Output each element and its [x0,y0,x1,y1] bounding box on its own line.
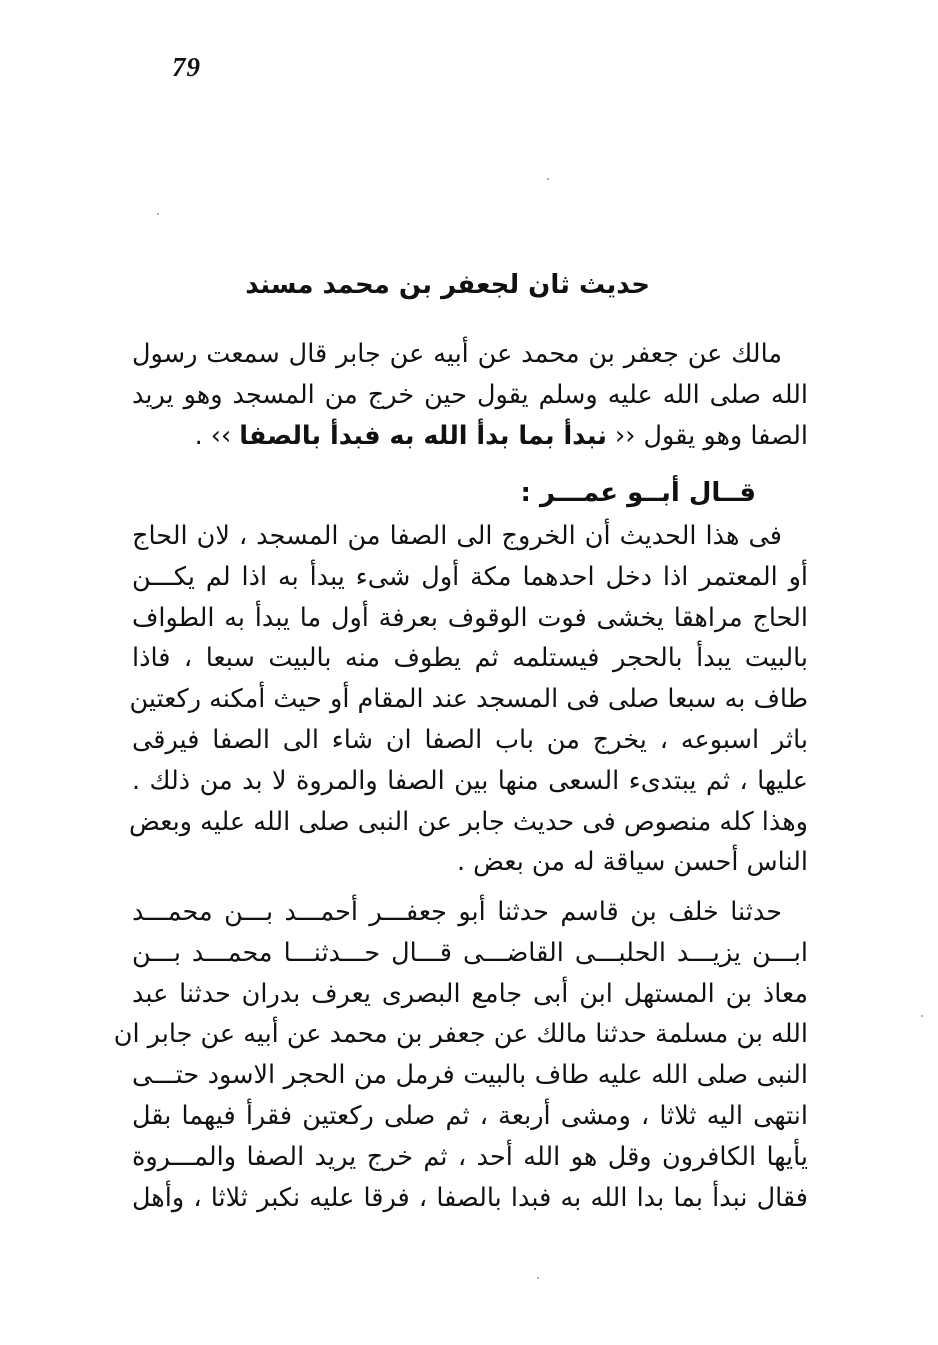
text-line: الله صلى الله عليه وسلم يقول حين خرج من المسجد وهو يريد [132,379,808,410]
text-line: باثر اسبوعه ، يخرج من باب الصفا ان شاء الى الصفا فيرقى [132,724,808,755]
section-title: حديث ثان لجعفر بن محمد مسند [245,270,650,300]
text-line: معاذ بن المستهل ابن أبى جامع البصرى يعرف بدران حدثنا عبد [132,978,808,1009]
scan-speck [157,213,159,215]
text-line: فقال نبدأ بما بدا الله به فبدا بالصفا ، فرقا عليه نكبر ثلاثا ، وأهل [132,1182,808,1213]
text-line: انتهى اليه ثلاثا ، ومشى أربعة ، ثم صلى ركعتين فقرأ فيهما بقل [132,1100,808,1131]
text-line: أو المعتمر اذا دخل احدهما مكة أول شىء يبدأ به اذا لم يكـــن [132,561,808,592]
text-line-quote [132,416,808,457]
text-line: بالبيت يبدأ بالحجر فيستلمه ثم يطوف منه بالبيت سبعا ، فاذا [132,643,808,674]
scan-speck [547,178,549,180]
quote-close: ›› . [194,420,240,451]
text-line: مالك عن جعفر بن محمد عن أبيه عن جابر قال سمعت رسول [132,339,782,369]
commentary-heading: قــال أبــو عمـــر : [520,478,756,508]
paragraph-commentary [129,516,808,883]
text-line: الحاج مراهقا يخشى فوت الوقوف بعرفة أول ما يبدأ به الطواف [132,602,808,633]
text-line: فى هذا الحديث أن الخروج الى الصفا من المسجد ، لان الحاج [132,521,782,551]
quote-text: نبدأ بما بدأ الله به فبدأ بالصفا [239,420,607,451]
text-line: الناس أحسن سياقة له من بعض . [456,847,808,878]
paragraph-isnad [113,892,808,1218]
text-line: يأيها الكافرون وقل هو الله أحد ، ثم خرج يريد الصفا والمـــروة [132,1141,808,1172]
text-line: النبى صلى الله عليه طاف بالبيت فرمل من الحجر الاسود حتـــى [132,1060,808,1091]
text-line: ابـــن يزيـــد الحلبـــى القاضـــى قـــال حـــدثنـــا محمـــد بـــن [132,937,808,968]
scan-speck [921,1015,923,1017]
text-line: وهذا كله منصوص فى حديث جابر عن النبى صلى الله عليه وبعض [129,806,808,837]
text-line: حدثنا خلف بن قاسم حدثنا أبو جعفـــر أحمـــد بـــن محمـــد [132,897,782,927]
scan-speck [537,1277,539,1279]
text-line: عليها ، ثم يبتدىء السعى منها بين الصفا والمروة لا بد من ذلك . [132,765,808,796]
page-number: 79 [172,52,201,82]
quote-intro: الصفا وهو يقول ‹‹ [606,420,808,451]
text-line: طاف به سبعا صلى فى المسجد عند المقام أو حيث أمكنه ركعتين [129,684,808,715]
text-line: الله بن مسلمة حدثنا مالك عن جعفر بن محمد عن أبيه عن جابر ان [113,1019,808,1050]
paragraph-hadith [132,334,808,456]
